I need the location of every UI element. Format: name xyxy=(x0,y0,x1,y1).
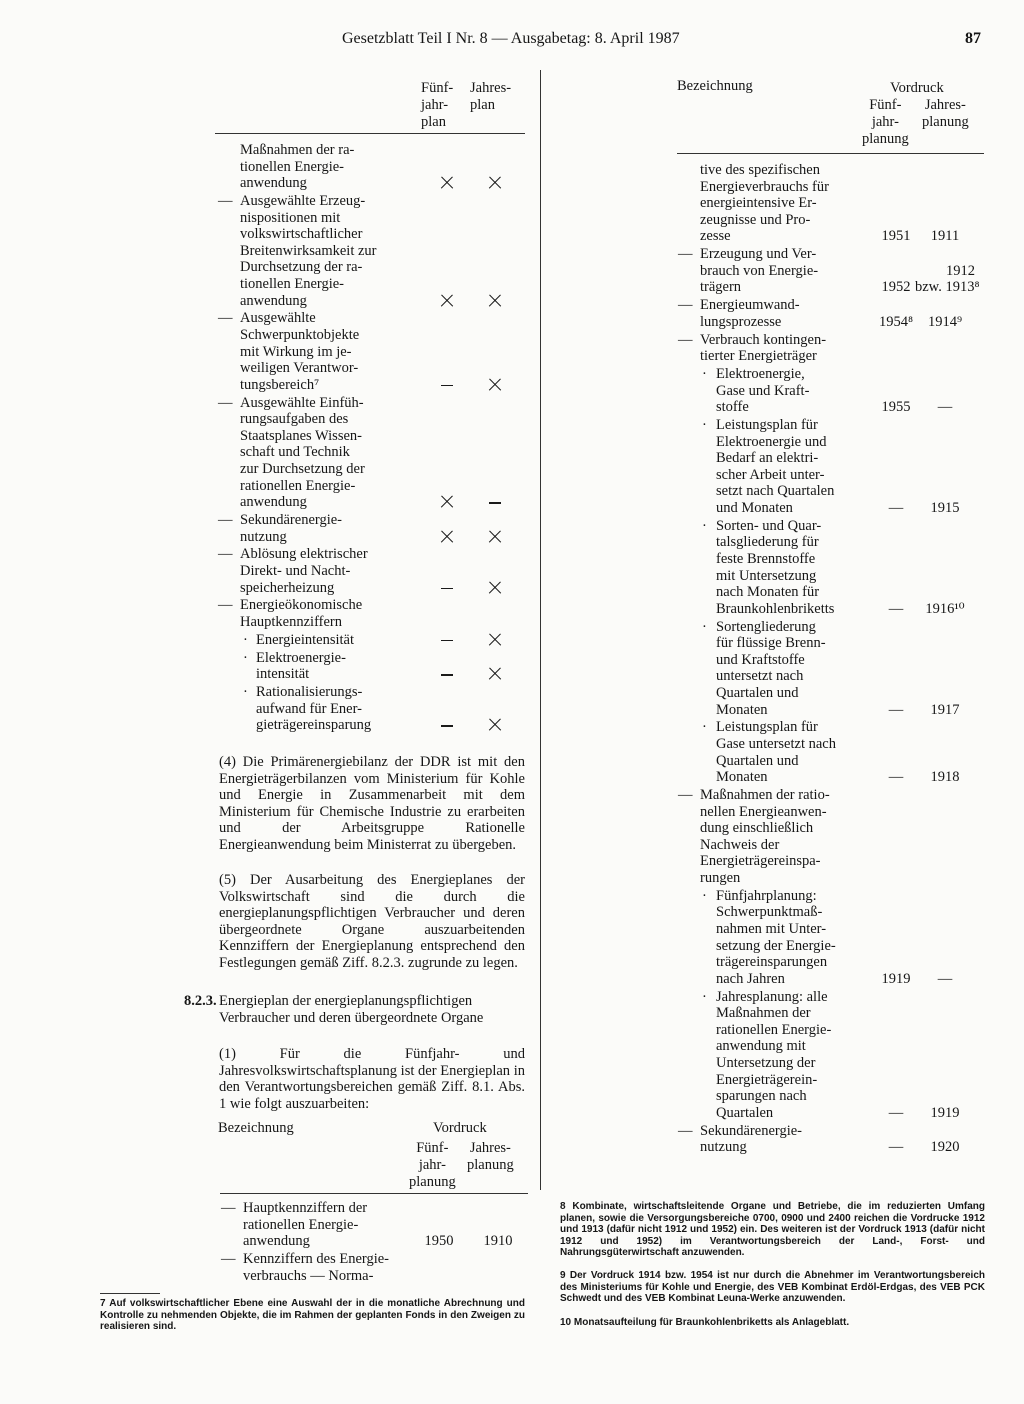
left-row-bullet: · xyxy=(243,684,248,700)
right-form-row-bullet: · xyxy=(702,417,707,433)
section-title: Energieplan der energieplanungspflichtigen Verbraucher und deren übergeordnete Organe xyxy=(219,993,484,1026)
right-form-row-fuenfjahr-value: 1954⁸ xyxy=(878,313,914,330)
paragraph-5: (5) Der Ausarbeitung des Energieplanes der Volkswirtschaft sind die durch die energieplanungspflichtigen Verbraucher und deren übergeordnete Organe auszuarbeitenden Kennziffern der Energieplanung entsprechend den Festlegungen gemäß Ziff. 8.2.3. zugrunde zu legen. xyxy=(219,872,525,971)
right-form-row-label: Leistungsplan für Elektroenergie und Bedarf an elektri- scher Arbeit unter- setzt nach Quartalen und Monaten xyxy=(716,417,835,516)
left-table-row-label: Ausgewählte Erzeug- nispositionen mit volkswirtschaftlicher Breitenwirksamkeit zur Durchsetzung der ra- tionellen Energie- anwendung xyxy=(240,193,377,309)
right-form-row-fuenfjahr-value: — xyxy=(888,500,904,516)
right-form-row-label: tive des spezifischen Energieverbrauchs für energieintensive Er- zeugnisse und Pro- zesse xyxy=(700,162,829,245)
left-table-row-label: Energieökonomische Hauptkennziffern xyxy=(240,597,363,630)
left-row-jahres-x-icon xyxy=(488,294,502,308)
left-row-fuenfjahr-dash-icon xyxy=(441,640,453,642)
right-form-row-label: Jahresplanung: alle Maßnahmen der rationellen Energie- anwendung mit Untersetzung der Energieträgerein- sparungen nach Quartalen xyxy=(716,988,832,1121)
column-divider xyxy=(540,70,541,1190)
paragraph-4: (4) Die Primärenergiebilanz der DDR ist mit den Energieträgerbilanzen vom Ministerium für Kohle und Energie in Zusammenarbeit mit dem Ministerium für Chemische Industrie zu erarbeiten und der Arbeitsgruppe Rationelle Energieanwendung beim Ministerrat zu übergeben. xyxy=(219,754,525,853)
left-row-bullet: · xyxy=(243,649,248,666)
right-form-row-fuenfjahr-value: 1951 xyxy=(881,228,911,245)
right-form-row-fuenfjahr-value: 1955 xyxy=(881,399,911,416)
right-form-row-jahres-value: 1916¹⁰ xyxy=(925,600,965,617)
right-form-col2: Jahres- planung xyxy=(922,97,969,130)
right-form-row-jahres-value: 1920 xyxy=(930,1139,960,1156)
left-table-row-label: Sekundärenergie- nutzung xyxy=(240,512,342,545)
right-form-row-jahres-value: 1914⁹ xyxy=(927,313,963,330)
page-header-title: Gesetzblatt Teil I Nr. 8 — Ausgabetag: 8. April 1987 xyxy=(342,30,680,47)
left-row-bullet: · xyxy=(243,631,248,648)
left-form-row-label: Hauptkennziffern der rationellen Energie- anwendung xyxy=(243,1200,368,1250)
left-row-bullet: — xyxy=(218,394,233,411)
left-row-bullet: — xyxy=(218,546,233,563)
left-row-fuenfjahr-x-icon xyxy=(440,495,454,509)
right-form-row-fuenfjahr-value: — xyxy=(888,600,904,617)
right-form-row-label: Leistungsplan für Gase untersetzt nach Quartalen und Monaten xyxy=(716,719,836,786)
left-row-bullet: — xyxy=(218,597,233,614)
right-form-row-label: Erzeugung und Ver- brauch von Energie- trägern xyxy=(700,246,819,296)
left-form-bezeichnung: Bezeichnung xyxy=(218,1120,294,1136)
right-form-row-jahres-value: 1911 xyxy=(930,228,960,245)
left-row-fuenfjahr-dash-icon xyxy=(441,588,453,590)
left-table-row-label: Elektroenergie- intensität xyxy=(256,649,346,683)
left-form-row-label: Kennziffern des Energie- verbrauchs — Norma- xyxy=(243,1251,390,1284)
left-row-fuenfjahr-x-icon xyxy=(440,294,454,308)
left-row-jahres-x-icon xyxy=(488,667,502,681)
left-row-jahres-x-icon xyxy=(488,176,502,190)
left-table-row-label: Rationalisierungs- aufwand für Ener- gieträgereinsparung xyxy=(256,684,372,734)
footnote-7: 7 Auf volkswirtschaftlicher Ebene eine Auswahl der in die monatliche Abrechnung und Kontrolle zu nehmenden Objekte, die im Rahmen der geplanten Fonds in den Zweigen zu realisieren sind. xyxy=(100,1298,525,1333)
left-table-col1-header: Fünf- jahr- plan xyxy=(421,80,454,130)
right-form-row-bullet: · xyxy=(702,719,707,736)
right-form-row-jahres-value: — xyxy=(937,970,953,987)
left-form-col2: Jahres- planung xyxy=(467,1140,514,1173)
right-form-row-bullet: · xyxy=(702,517,707,534)
right-form-row-jahres-value: 1915 xyxy=(930,500,960,516)
right-form-row-jahres-value: 1917 xyxy=(930,701,960,718)
left-row-jahres-x-icon xyxy=(488,581,502,595)
right-form-row-fuenfjahr-value: — xyxy=(888,1139,904,1156)
section-number: 8.2.3. xyxy=(184,993,217,1009)
right-form-row-bullet: · xyxy=(702,366,707,382)
left-form-col1: Fünf- jahr- planung xyxy=(409,1140,456,1190)
left-form-row-bullet: — xyxy=(221,1200,236,1216)
left-row-fuenfjahr-dash-icon xyxy=(441,725,453,727)
left-row-fuenfjahr-x-icon xyxy=(440,176,454,190)
left-row-jahres-x-icon xyxy=(488,633,502,647)
footnote-9: 9 Der Vordruck 1914 bzw. 1954 ist nur durch die Abnehmer im Verantwortungsbereich des Ministeriums für Kohle und Energie, des VEB Kombinat Erdöl-Erdgas, des VEB PCK Schwedt und des VEB Kombinat Leuna-Werke anzuwenden. xyxy=(560,1270,985,1305)
right-form-row-label: Sekundärenergie- nutzung xyxy=(700,1122,802,1156)
right-form-row-label: Maßnahmen der ratio- nellen Energieanwen- dung einschließlich Nachweis der Energieträgereinspa- rungen xyxy=(700,787,830,886)
page-number: 87 xyxy=(965,30,981,47)
left-table-row-label: Ausgewählte Einfüh- rungsaufgaben des Staatsplanes Wissen- schaft und Technik zur Durchsetzung der rationellen Energie- anwendung xyxy=(240,394,365,511)
left-table-row-label: Maßnahmen der ra- tionellen Energie- anwendung xyxy=(240,142,355,192)
left-form-row-jahres-value: 1910 xyxy=(483,1233,513,1250)
right-form-header-rule xyxy=(677,153,984,154)
footnote-8: 8 Kombinate, wirtschaftsleitende Organe und Betriebe, die im reduzierten Umfang planen, sowie die Versorgungsbereiche 0700, 0900 und 2400 reichen die Vordrucke 1912 und 1913 (dafür nicht 1912 und 1952) ein. Des weiteren ist der Vordruck 1913 (dafür nicht 1912 und 1952) im Verantwortungsbereich der Land-, Forst- und Nahrungsgüterwirtschaft anzuwenden. xyxy=(560,1201,985,1259)
left-table-col2-header: Jahres- plan xyxy=(470,80,512,113)
right-form-row-label: Verbrauch kontingen- tierter Energieträger xyxy=(700,331,827,365)
left-table-row-label: Energieintensität xyxy=(256,631,354,648)
left-form-row-fuenfjahr-value: 1950 xyxy=(424,1233,454,1250)
right-form-row-jahres-value: 1919 xyxy=(930,1104,960,1121)
left-row-jahres-dash-icon xyxy=(489,502,501,504)
left-row-fuenfjahr-dash-icon xyxy=(441,385,453,387)
left-form-header-rule xyxy=(220,1193,528,1194)
left-row-jahres-x-icon xyxy=(488,530,502,544)
right-form-row-label: Elektroenergie, Gase und Kraft- stoffe xyxy=(716,366,810,416)
right-form-vordruck: Vordruck xyxy=(890,80,944,96)
right-form-row-bullet: — xyxy=(678,331,693,348)
left-row-fuenfjahr-dash-icon xyxy=(441,674,453,676)
right-form-row-bullet: — xyxy=(678,1122,693,1139)
left-row-fuenfjahr-x-icon xyxy=(440,530,454,544)
left-table-row-label: Ausgewählte Schwerpunktobjekte mit Wirkung im je- weiligen Verantwor- tungsbereich⁷ xyxy=(240,310,360,393)
right-form-row-bullet: — xyxy=(678,246,693,263)
right-form-row-bullet: — xyxy=(678,787,693,803)
right-form-row-jahres-value: — xyxy=(937,399,953,416)
footnote-10: 10 Monatsaufteilung für Braunkohlenbriketts als Anlageblatt. xyxy=(560,1317,850,1328)
left-table-row-label: Ablösung elektrischer Direkt- und Nacht- speicherheizung xyxy=(240,546,368,596)
right-form-row-bullet: · xyxy=(702,887,707,904)
right-form-row-fuenfjahr-value: — xyxy=(888,1104,904,1121)
right-form-row-label: Sorten- und Quar- talsgliederung für feste Brennstoffe mit Untersetzung nach Monaten für Braunkohlenbriketts xyxy=(716,517,835,617)
right-form-col1: Fünf- jahr- planung xyxy=(862,97,909,147)
right-form-row-bullet: · xyxy=(702,618,707,635)
right-form-row-label: Sortengliederung für flüssige Brenn- und Kraftstoffe untersetzt nach Quartalen und Monaten xyxy=(716,618,826,718)
left-row-bullet: — xyxy=(218,512,233,528)
left-form-row-bullet: — xyxy=(221,1251,236,1267)
left-form-vordruck: Vordruck xyxy=(433,1120,487,1136)
right-form-row-fuenfjahr-value: — xyxy=(888,701,904,718)
right-form-bezeichnung: Bezeichnung xyxy=(677,78,753,94)
right-form-row-fuenfjahr-value: — xyxy=(888,769,904,786)
section-paragraph-1: (1) Für die Fünfjahr- und Jahresvolkswirtschaftsplanung ist der Energieplan in den Verantwortungsbereichen gemäß Ziff. 8.1. Abs. 1 wie folgt auszuarbeiten: xyxy=(219,1046,525,1112)
right-form-row-bullet: — xyxy=(678,297,693,314)
right-form-row-label: Fünfjahrplanung: Schwerpunktmaß- nahmen mit Unter- setzung der Energie- trägereinsparungen nach Jahren xyxy=(716,887,836,987)
right-form-row-jahres-value: 1912 bzw. 1913⁸ xyxy=(915,262,980,296)
right-form-row-bullet: · xyxy=(702,988,707,1005)
left-table-header-rule xyxy=(215,133,525,134)
left-row-bullet: — xyxy=(218,310,233,327)
left-row-bullet: — xyxy=(218,193,233,209)
left-row-jahres-x-icon xyxy=(488,378,502,392)
right-form-row-jahres-value: 1918 xyxy=(930,769,960,786)
left-row-jahres-x-icon xyxy=(488,718,502,732)
right-form-row-fuenfjahr-value: 1919 xyxy=(881,970,911,987)
right-form-row-label: Energieumwand- lungsprozesse xyxy=(700,297,800,330)
right-form-row-fuenfjahr-value: 1952 xyxy=(881,279,911,296)
footnote-rule-left xyxy=(100,1293,160,1294)
